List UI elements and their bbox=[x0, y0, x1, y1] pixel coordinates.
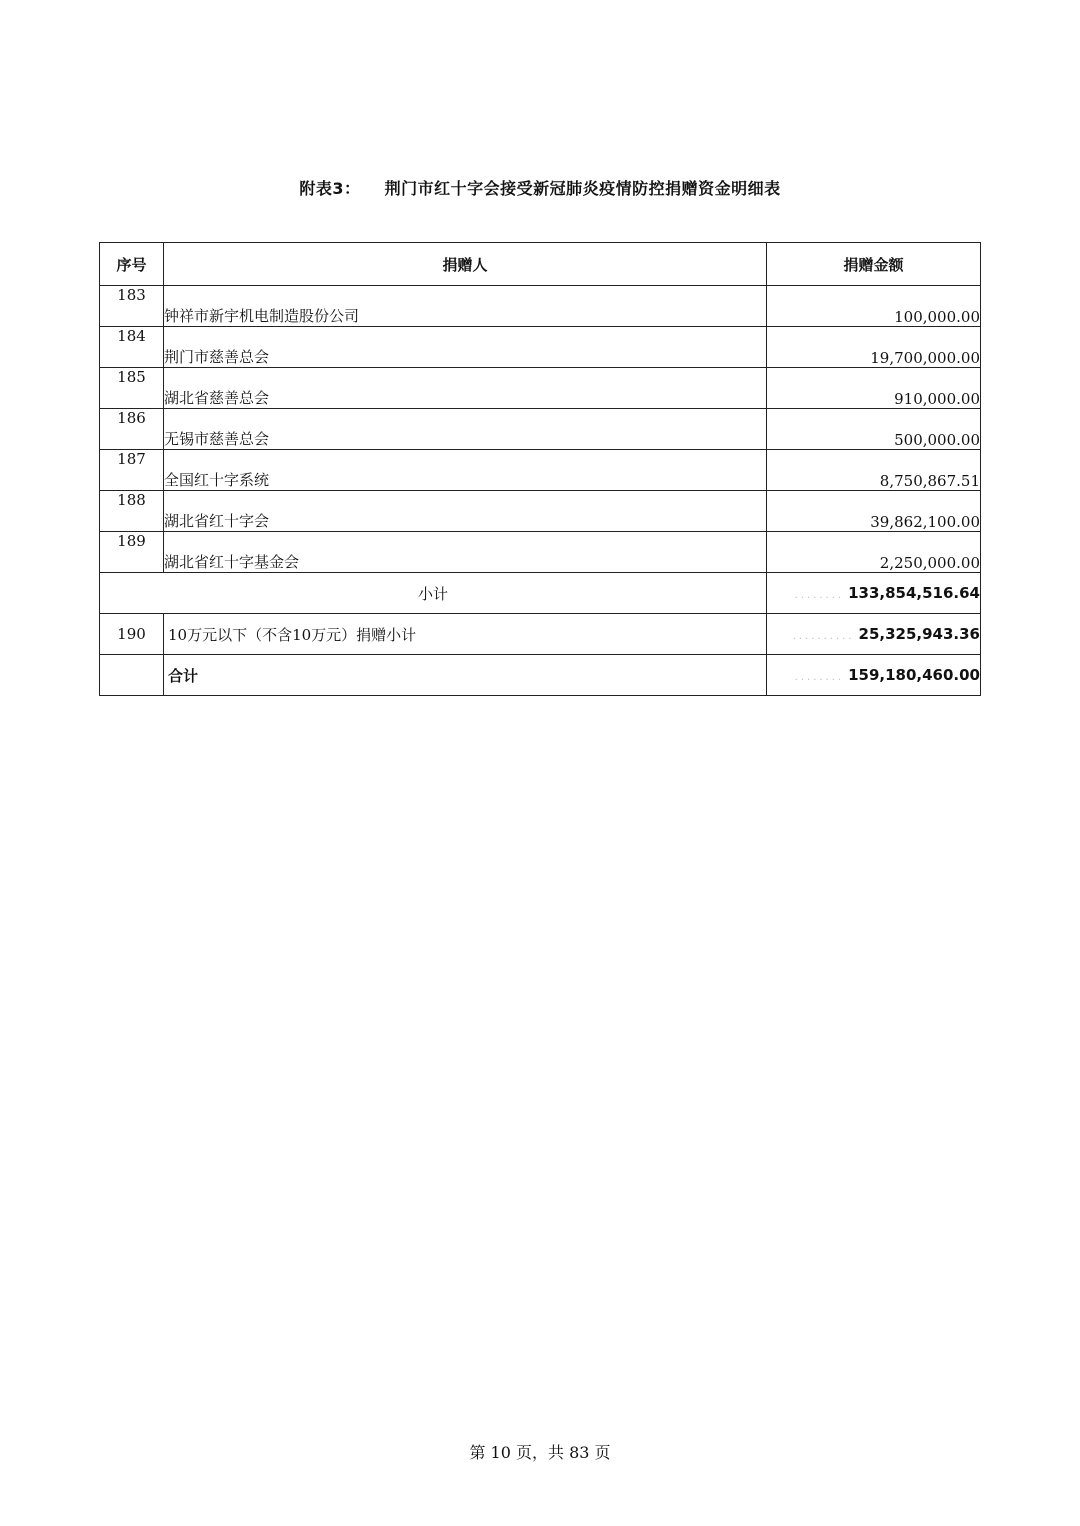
table-row bbox=[100, 327, 981, 368]
row-donor: 湖北省红十字会 bbox=[164, 491, 767, 532]
header-donor: 捐赠人 bbox=[164, 243, 767, 286]
total-amount: 159,180,460.00 bbox=[848, 666, 980, 684]
dot-leader: .......... bbox=[792, 631, 855, 642]
donation-table bbox=[99, 242, 981, 696]
small-donations-row bbox=[100, 614, 981, 655]
row-donor: 无锡市慈善总会 bbox=[164, 409, 767, 450]
row-amount: 100,000.00 bbox=[767, 286, 981, 327]
row-amount: 19,700,000.00 bbox=[767, 327, 981, 368]
dot-leader: ........ bbox=[794, 672, 845, 683]
subtotal-amount: 133,854,516.64 bbox=[848, 584, 980, 602]
small-amount-cell bbox=[767, 614, 981, 655]
total-seq-empty bbox=[100, 655, 164, 696]
row-amount: 910,000.00 bbox=[767, 368, 981, 409]
table-row bbox=[100, 450, 981, 491]
page-title bbox=[0, 176, 1080, 199]
row-seq: 183 bbox=[100, 286, 164, 327]
small-amount: 25,325,943.36 bbox=[858, 625, 980, 643]
total-amount-cell bbox=[767, 655, 981, 696]
row-seq: 186 bbox=[100, 409, 164, 450]
row-seq: 189 bbox=[100, 532, 164, 573]
subtotal-row bbox=[100, 573, 981, 614]
row-amount: 2,250,000.00 bbox=[767, 532, 981, 573]
row-donor: 湖北省慈善总会 bbox=[164, 368, 767, 409]
row-amount: 500,000.00 bbox=[767, 409, 981, 450]
row-donor: 湖北省红十字基金会 bbox=[164, 532, 767, 573]
row-donor: 10万元以下（不含10万元）捐赠小计 bbox=[164, 614, 767, 655]
row-seq: 190 bbox=[100, 614, 164, 655]
table-row bbox=[100, 409, 981, 450]
row-seq: 185 bbox=[100, 368, 164, 409]
total-row bbox=[100, 655, 981, 696]
table-row bbox=[100, 532, 981, 573]
title-prefix: 附表3： bbox=[299, 179, 361, 198]
title-text: 荆门市红十字会接受新冠肺炎疫情防控捐赠资金明细表 bbox=[384, 179, 781, 198]
row-donor: 全国红十字系统 bbox=[164, 450, 767, 491]
dot-leader: ........ bbox=[794, 590, 845, 601]
header-amount: 捐赠金额 bbox=[767, 243, 981, 286]
row-donor: 钟祥市新宇机电制造股份公司 bbox=[164, 286, 767, 327]
row-donor: 荆门市慈善总会 bbox=[164, 327, 767, 368]
row-amount: 39,862,100.00 bbox=[767, 491, 981, 532]
table-header-row bbox=[100, 243, 981, 286]
row-amount: 8,750,867.51 bbox=[767, 450, 981, 491]
row-seq: 187 bbox=[100, 450, 164, 491]
table-row bbox=[100, 286, 981, 327]
subtotal-amount-cell bbox=[767, 573, 981, 614]
subtotal-label: 小计 bbox=[100, 573, 767, 614]
row-seq: 184 bbox=[100, 327, 164, 368]
total-label: 合计 bbox=[164, 655, 767, 696]
table-row bbox=[100, 368, 981, 409]
page-number: 第 10 页，共 83 页 bbox=[469, 1443, 611, 1462]
header-seq: 序号 bbox=[100, 243, 164, 286]
table-row bbox=[100, 491, 981, 532]
row-seq: 188 bbox=[100, 491, 164, 532]
